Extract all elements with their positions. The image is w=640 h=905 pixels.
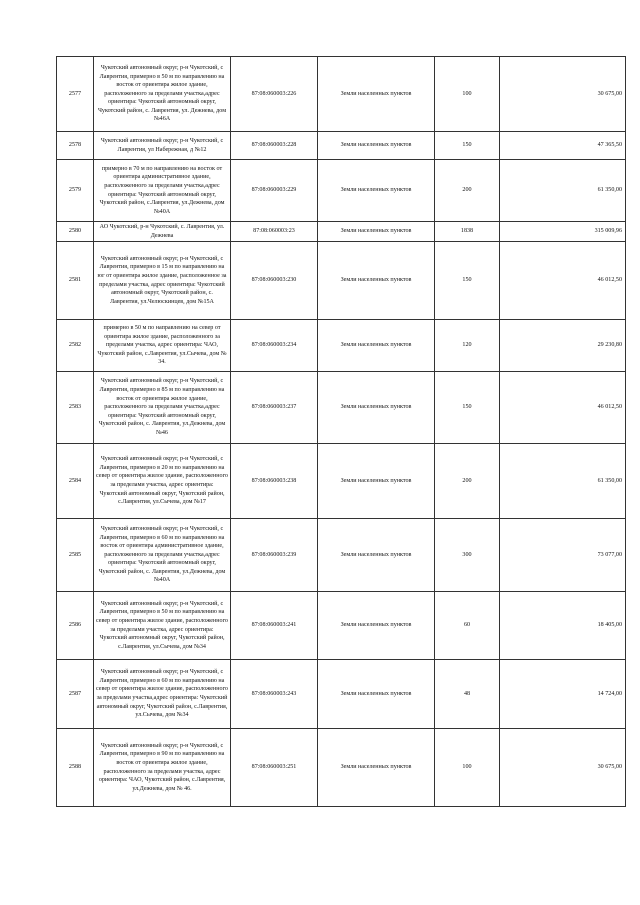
cadastral-cost: 30 675,00 (500, 57, 626, 132)
plot-area: 120 (435, 320, 500, 372)
address-text: Чукотский автономный округ, р-н Чукотский, с Лаврентия, примерно в 60 м по направлению на север от ориентира жилое здание, расположенного за пределами участка,адрес ориентира: Чукотский автономный округ, Чукотский район, с.Лаврентия, ул.Сычева, дом №34 (96, 669, 228, 719)
address-cell (94, 132, 231, 160)
row-number: 2585 (57, 519, 94, 592)
cadastral-number: 87:08:060003:239 (231, 519, 318, 592)
cadastral-cost: 29 230,80 (500, 320, 626, 372)
land-category: Земли населенных пунктов (318, 729, 435, 807)
table-row (57, 519, 626, 592)
address-cell (94, 660, 231, 729)
cadastral-cost: 30 675,00 (500, 729, 626, 807)
row-number: 2579 (57, 160, 94, 222)
address-text: Чукотский автономный округ, р-н Чукотский, с Лаврентия, примерно в 85 м по направлению на восток от ориентира жилое здание, расположенного за пределами участка,адрес ориентира: Чукотский автономный округ, Чукотский район, с. Лаврентия, ул.Дежнева, дом №46 (98, 378, 226, 436)
cadastral-number: 87:08:060003:241 (231, 592, 318, 660)
address-cell (94, 57, 231, 132)
address-text: Чукотский автономный округ, р-н Чукотский, с Лаврентия, ул Набережная, д №12 (100, 137, 224, 153)
table-row (57, 132, 626, 160)
row-number: 2583 (57, 372, 94, 444)
cadastral-number: 87:08:060003:234 (231, 320, 318, 372)
plot-area: 1838 (435, 222, 500, 242)
land-category: Земли населенных пунктов (318, 222, 435, 242)
table-row (57, 592, 626, 660)
address-cell (94, 242, 231, 320)
land-category: Земли населенных пунктов (318, 592, 435, 660)
cadastral-number: 87:08:060003:230 (231, 242, 318, 320)
row-number: 2580 (57, 222, 94, 242)
table-row (57, 320, 626, 372)
plot-area: 300 (435, 519, 500, 592)
cadastral-cost: 61 350,00 (500, 160, 626, 222)
table-row (57, 729, 626, 807)
address-cell (94, 519, 231, 592)
row-number: 2586 (57, 592, 94, 660)
cadastral-number: 87:08:060003:238 (231, 444, 318, 519)
row-number: 2588 (57, 729, 94, 807)
row-number: 2587 (57, 660, 94, 729)
land-category: Земли населенных пунктов (318, 320, 435, 372)
plot-area: 150 (435, 372, 500, 444)
plot-area: 150 (435, 242, 500, 320)
land-category: Земли населенных пунктов (318, 372, 435, 444)
address-text: АО Чукотский, р-н Чукотский, с. Лаврентия, ул. Дежнева (99, 223, 225, 239)
cadastral-cost: 73 077,00 (500, 519, 626, 592)
row-number: 2582 (57, 320, 94, 372)
plot-area: 60 (435, 592, 500, 660)
document-page (56, 56, 622, 807)
address-cell (94, 729, 231, 807)
cadastral-number: 87:08:060003:229 (231, 160, 318, 222)
cadastral-cost: 14 724,00 (500, 660, 626, 729)
land-category: Земли населенных пунктов (318, 242, 435, 320)
cadastral-number: 87:08:060003:237 (231, 372, 318, 444)
table-row (57, 222, 626, 242)
address-text: Чукотский автономный округ, р-н Чукотский, с Лаврентия, примерно в 90 м по направлению на восток от ориентира жилое здание, расположенного за пределами участка, адрес ориентира: ЧАО, Чукотский район, с.Лаврентия, ул.Дежнева, дом № 46. (98, 742, 226, 792)
cadastral-cost: 46 012,50 (500, 242, 626, 320)
address-cell (94, 222, 231, 242)
table-row (57, 444, 626, 519)
land-category: Земли населенных пунктов (318, 519, 435, 592)
plot-area: 200 (435, 160, 500, 222)
table-row (57, 372, 626, 444)
row-number: 2584 (57, 444, 94, 519)
address-text: Чукотский автономный округ, р-н Чукотский, с Лаврентия, примерно в 50 м по направлению на север от ориентира жилое здание, расположенного за пределами участка, адрес ориентира: Чукотский автономный округ, Чукотский район, с.Лаврентия, ул.Сычева, дом №34 (96, 600, 228, 650)
table-row (57, 660, 626, 729)
land-category: Земли населенных пунктов (318, 57, 435, 132)
plot-area: 100 (435, 729, 500, 807)
cadastral-number: 87:08:060003:226 (231, 57, 318, 132)
row-number: 2581 (57, 242, 94, 320)
address-text: Чукотский автономный округ, р-н Чукотский, с Лаврентия, примерно в 50 м по направлению на восток от ориентира жилое здание, расположенного за пределами участка,адрес ориентира: Чукотский автономный округ, Чукотский район, с. Лаврентия, ул. Дежнева, дом №46А (97, 64, 227, 123)
address-cell (94, 444, 231, 519)
address-text: Чукотский автономный округ, р-н Чукотский, с Лаврентия, примерно в 60 м по направлению на восток от ориентира административное здание, расположенного за пределами участка,адрес ориентира: Чукотский автономный округ, Чукотский район, с. Лаврентия, ул.Дежнева, дом №40А (98, 525, 226, 584)
cadastral-number: 87:08:060003:228 (231, 132, 318, 160)
plot-area: 150 (435, 132, 500, 160)
address-cell (94, 320, 231, 372)
table-row (57, 57, 626, 132)
cadastral-cost: 315 009,96 (500, 222, 626, 242)
cadastral-number: 87:08:060003:251 (231, 729, 318, 807)
table-row (57, 160, 626, 222)
plot-area: 200 (435, 444, 500, 519)
address-text: Чукотский автономный округ, р-н Чукотский, с Лаврентия, примерно в 15 м по направлению на юг от ориентира жилое здание, расположенное за пределами участка, адрес ориентира: Чукотский автономный округ, Чукотский район, с. Лаврентия, ул.Челюскинцев, дом №15А (97, 255, 227, 305)
land-category: Земли населенных пунктов (318, 160, 435, 222)
land-plots-table (56, 56, 626, 807)
cadastral-cost: 61 350,00 (500, 444, 626, 519)
table-row (57, 242, 626, 320)
row-number: 2578 (57, 132, 94, 160)
land-category: Земли населенных пунктов (318, 660, 435, 729)
address-cell (94, 160, 231, 222)
address-text: Чукотский автономный округ, р-н Чукотский, с Лаврентия, примерно в 20 м по направлению на север от ориентира жилое здание, расположенного за пределами участка, адрес ориентира: Чукотский автономный округ, Чукотский район, с.Лаврентия, ул.Сычева, дом №17 (96, 456, 228, 506)
cadastral-cost: 46 012,50 (500, 372, 626, 444)
address-cell (94, 592, 231, 660)
address-cell (94, 372, 231, 444)
cadastral-cost: 18 405,00 (500, 592, 626, 660)
cadastral-number: 87:08:060003:243 (231, 660, 318, 729)
land-category: Земли населенных пунктов (318, 132, 435, 160)
plot-area: 48 (435, 660, 500, 729)
land-category: Земли населенных пунктов (318, 444, 435, 519)
row-number: 2577 (57, 57, 94, 132)
plot-area: 100 (435, 57, 500, 132)
cadastral-number: 87:08:060003:23 (231, 222, 318, 242)
address-text: примерно в 70 м по направлению на восток от ориентира административное здание, расположенного за пределами участка,адрес ориентира: Чукотский автономный округ, Чукотский район, с.Лаврентия, ул.Дежнева, дом №40А (99, 165, 225, 215)
cadastral-cost: 47 365,50 (500, 132, 626, 160)
address-text: примерно в 50 м по направлению на север от ориентира жилое здание, расположенного за пределами участка, адрес ориентира: ЧАО, Чукотский район, с.Лаврентия, ул.Сычева, дом № 34. (97, 325, 227, 366)
